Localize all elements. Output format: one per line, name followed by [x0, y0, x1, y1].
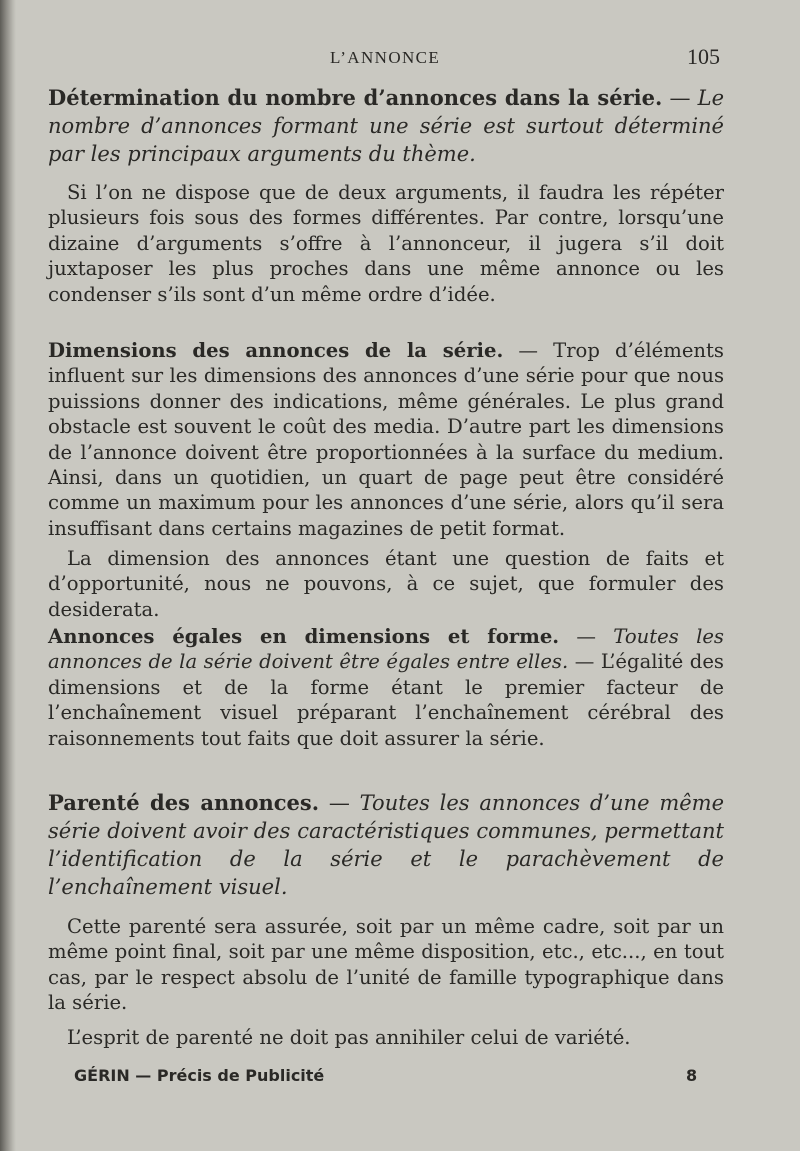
section-heading-dimensions: Dimensions des annonces de la série. — [48, 339, 504, 362]
paragraph-dimensions-body2: La dimension des annonces étant une question de faits et d’opportunité, nous ne pouvons, à ce sujet, que formuler des desiderata. — [48, 547, 724, 621]
paragraph-determination-body: Si l’on ne dispose que de deux arguments, il faudra les répéter plusieurs fois sous des formes différentes. Par contre, lorsqu’une dizaine d’arguments s’offre à l’annonceur, il jugera s’il doit juxtaposer les plus proches dans une même annonce ou les condenser s’ils sont d’un même ordre d’idée. — [48, 181, 724, 306]
footer-book-title: GÉRIN — Précis de Publicité — [74, 1066, 325, 1085]
page-number: 105 — [687, 44, 720, 69]
paragraph-determination — [48, 84, 724, 168]
heading-dash: — — [319, 791, 360, 815]
body-dimensions: Trop d’éléments influent sur les dimensions des annonces d’une série pour que nous puissions donner des indications, même générales. Le plus grand obstacle est souvent le coût des media. D’autre part les dimensions de l’annonce doivent être proportionnées à la surface du medium. Ainsi, dans un quotidien, un quart de page peut être considéré comme un maximum pour les annonces d’une série, alors qu’il sera insuffisant dans certains magazines de petit format. — [48, 339, 724, 540]
section-heading-determination: Détermination du nombre d’annonces dans la série. — [48, 85, 663, 110]
paragraph-parente-body2: L’esprit de parenté ne doit pas annihiler celui de variété. — [67, 1026, 631, 1049]
emphasis-parente: Toutes les annonces d’une même série doivent avoir des caractéristiques communes, permettant l’identification de la série et le parachèvement de l’enchaînement visuel. — [48, 791, 724, 899]
emphasis-determination: Le nombre d’annonces formant une série est surtout déterminé par les principaux arguments du thème. — [48, 86, 724, 166]
paragraph-egales — [48, 624, 724, 751]
page-footer — [0, 1066, 800, 1092]
footer-signature-number: 8 — [686, 1066, 698, 1085]
emphasis-egales: Toutes les annonces de la série doivent être égales entre elles. — [48, 625, 724, 674]
paragraph-parente — [48, 789, 724, 901]
paragraph-parente-body: Cette parenté sera assurée, soit par un même cadre, soit par un même point final, soit par une même disposition, etc., etc..., en tout cas, par le respect absolu de l’unité de famille typographique dans la série. — [48, 915, 724, 1015]
section-heading-parente: Parenté des annonces. — [48, 790, 320, 815]
heading-dash: — — [568, 650, 601, 674]
section-heading-egales: Annonces égales en dimensions et forme. — [48, 625, 560, 648]
body-egales: L’égalité des dimensions et de la forme étant le premier facteur de l’enchaînement visuel préparant l’enchaînement cérébral des raisonnements tout faits que doit assurer la série. — [48, 650, 724, 750]
page-header — [0, 44, 800, 74]
heading-dash: — — [503, 339, 554, 362]
paragraph-dimensions — [48, 338, 724, 541]
heading-dash: — — [559, 625, 614, 648]
running-title: L’ANNONCE — [330, 48, 441, 67]
heading-dash: — — [662, 86, 698, 110]
